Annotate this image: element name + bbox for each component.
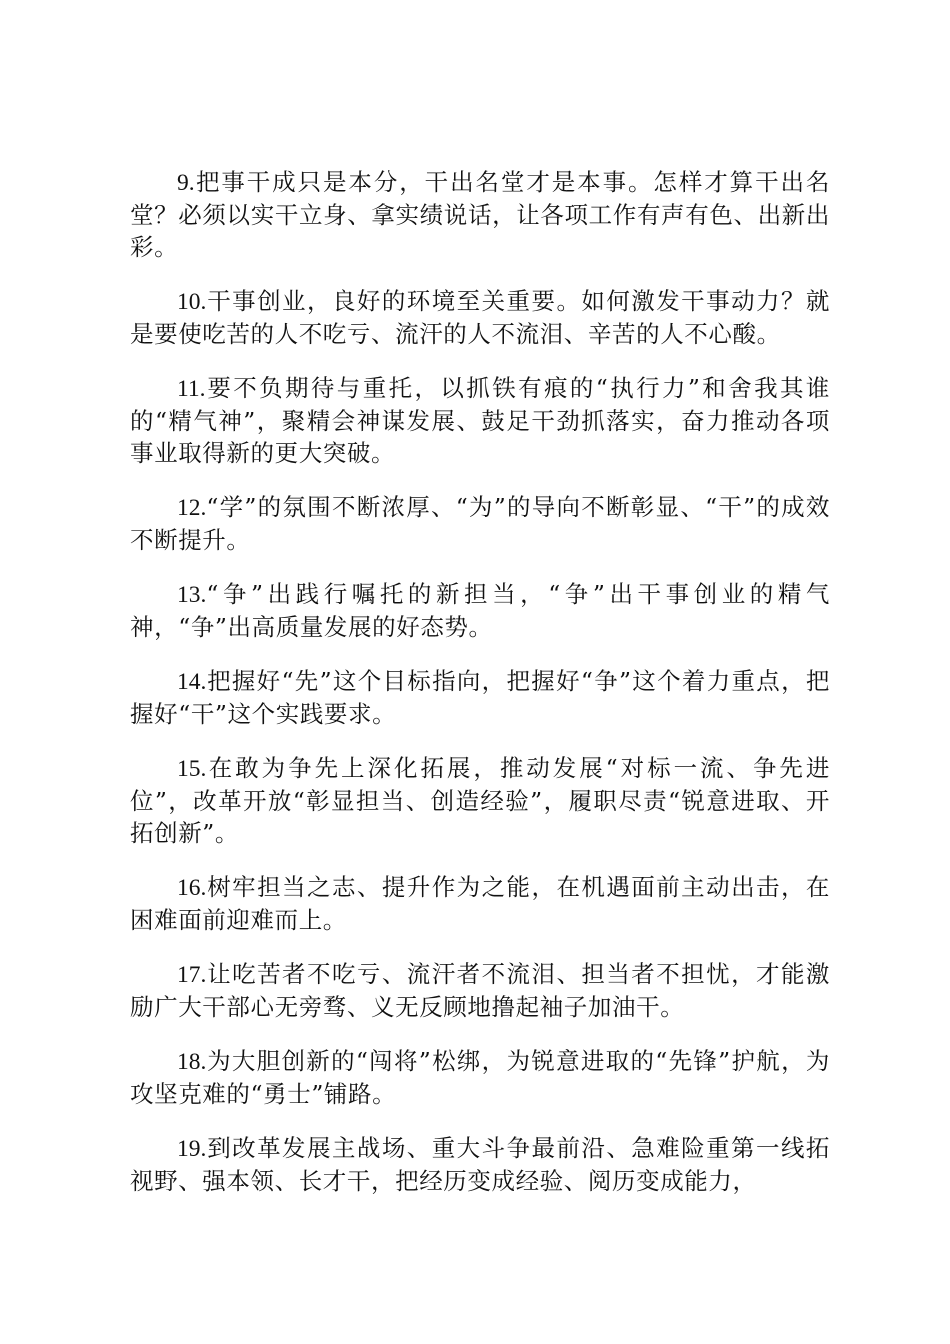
paragraph-number: 14.	[177, 669, 207, 695]
paragraph-number: 19.	[177, 1136, 207, 1162]
paragraph-15	[130, 752, 830, 849]
paragraph-text: “争”出践行嘱托的新担当，“争”出干事创业的精气神，“争”出高质量发展的好态势。	[130, 580, 830, 641]
paragraph-number: 15.	[177, 756, 207, 782]
paragraph-number: 13.	[177, 582, 207, 608]
paragraph-18	[130, 1045, 830, 1110]
paragraph-11	[130, 372, 830, 469]
paragraph-text: 让吃苦者不吃亏、流汗者不流泪、担当者不担忧，才能激励广大干部心无旁骛、义无反顾地撸起袖子加油干。	[130, 960, 830, 1021]
paragraph-17	[130, 958, 830, 1023]
paragraph-number: 17.	[177, 962, 207, 988]
paragraph-text: 要不负期待与重托，以抓铁有痕的“执行力”和舍我其谁的“精气神”，聚精会神谋发展、鼓足干劲抓落实，奋力推动各项事业取得新的更大突破。	[130, 374, 830, 467]
paragraph-9	[130, 166, 830, 263]
paragraph-number: 11.	[177, 376, 206, 402]
paragraph-text: 为大胆创新的“闯将”松绑，为锐意进取的“先锋”护航，为攻坚克难的“勇士”铺路。	[130, 1047, 830, 1108]
document-body	[130, 166, 830, 1219]
paragraph-text: 在敢为争先上深化拓展，推动发展“对标一流、争先进位”，改革开放“彰显担当、创造经验”，履职尽责“锐意进取、开拓创新”。	[130, 754, 830, 847]
paragraph-10	[130, 285, 830, 350]
paragraph-text: 把握好“先”这个目标指向，把握好“争”这个着力重点，把握好“干”这个实践要求。	[130, 667, 830, 728]
paragraph-number: 10.	[177, 289, 207, 315]
paragraph-number: 9.	[177, 170, 195, 196]
paragraph-text: 把事干成只是本分，干出名堂才是本事。怎样才算干出名堂？必须以实干立身、拿实绩说话，让各项工作有声有色、出新出彩。	[130, 168, 830, 261]
paragraph-19	[130, 1132, 830, 1197]
paragraph-13	[130, 578, 830, 643]
paragraph-text: 到改革发展主战场、重大斗争最前沿、急难险重第一线拓视野、强本领、长才干，把经历变成经验、阅历变成能力，	[130, 1134, 830, 1195]
paragraph-text: “学”的氛围不断浓厚、“为”的导向不断彰显、“干”的成效不断提升。	[130, 493, 830, 554]
paragraph-text: 树牢担当之志、提升作为之能，在机遇面前主动出击，在困难面前迎难而上。	[130, 873, 830, 934]
paragraph-text: 干事创业，良好的环境至关重要。如何激发干事动力？就是要使吃苦的人不吃亏、流汗的人不流泪、辛苦的人不心酸。	[130, 287, 830, 348]
paragraph-number: 16.	[177, 875, 207, 901]
paragraph-12	[130, 491, 830, 556]
paragraph-16	[130, 871, 830, 936]
paragraph-14	[130, 665, 830, 730]
paragraph-number: 12.	[177, 495, 207, 521]
paragraph-number: 18.	[177, 1049, 207, 1075]
